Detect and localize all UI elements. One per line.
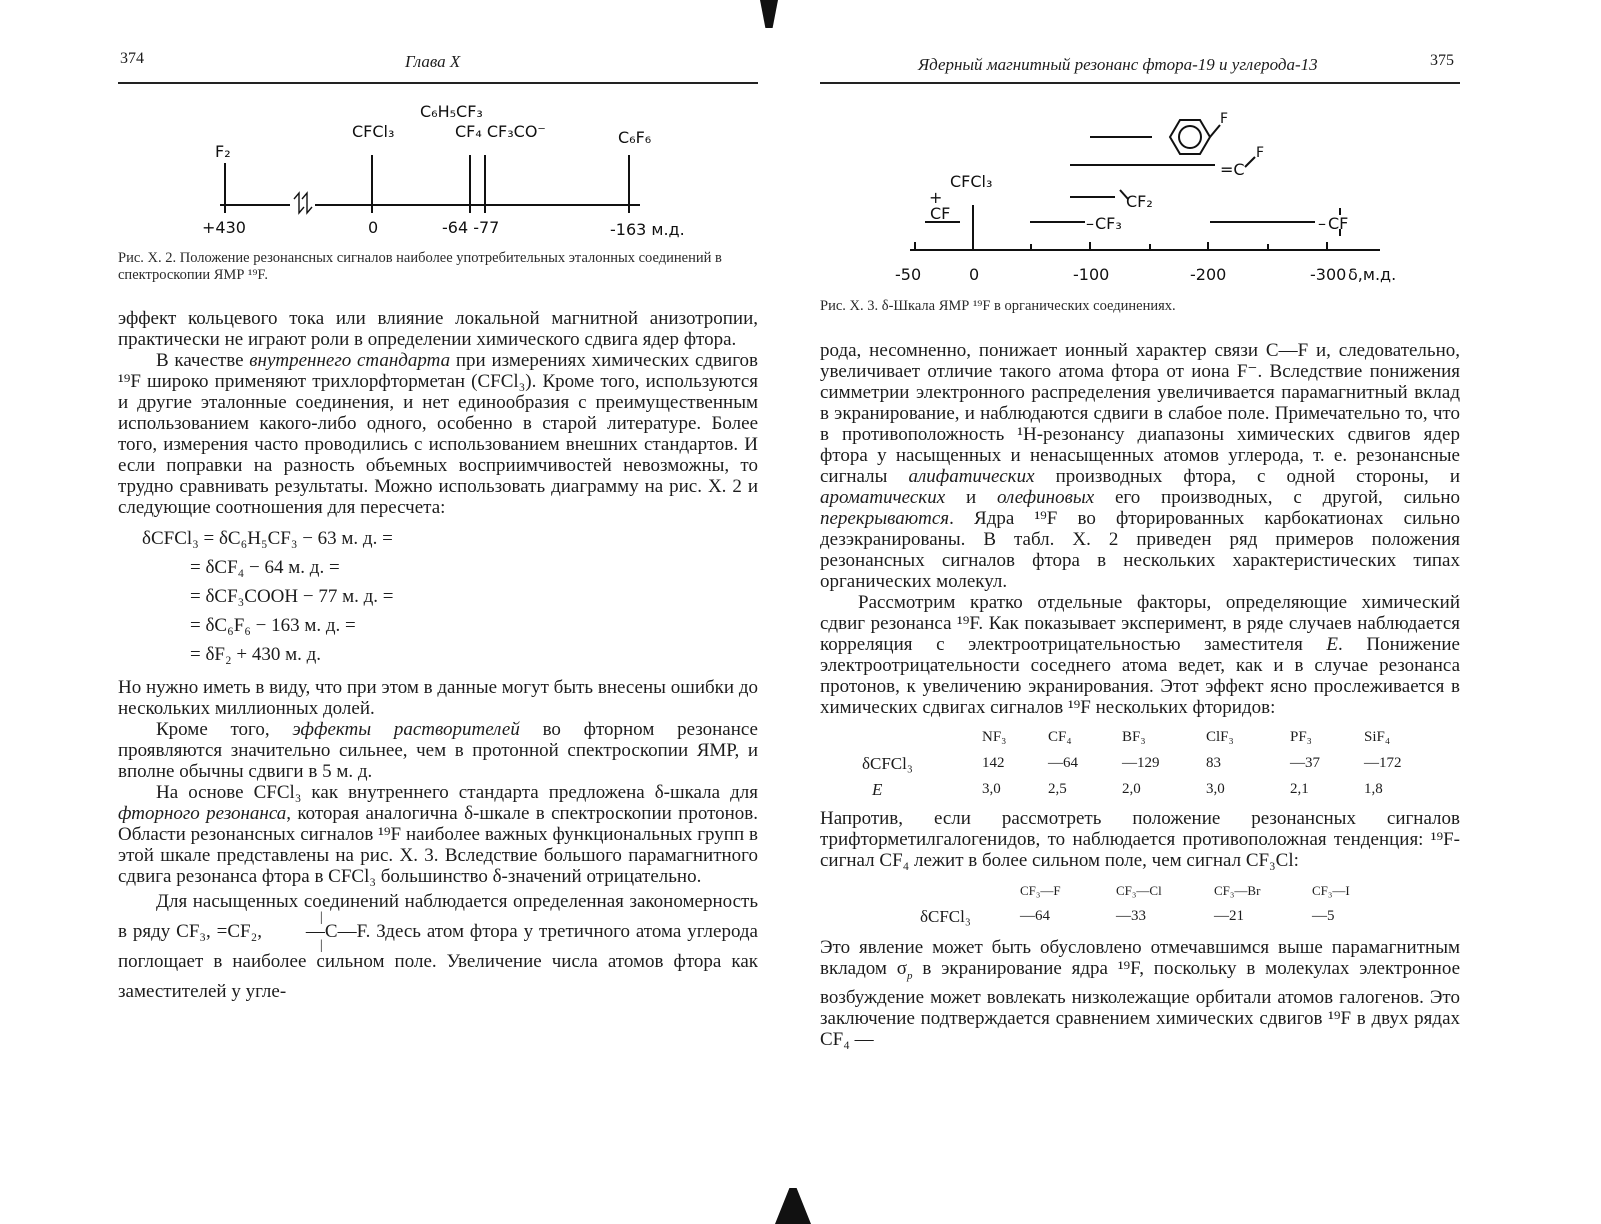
table-row xyxy=(862,776,1434,802)
table-cell: —21 xyxy=(1214,907,1244,924)
row-label: E xyxy=(872,779,883,799)
paragraph: эффект кольцевого тока или влияние локальной магнитной анизотропии, практически не играют роли в определении химического сдвига ядер фтора. xyxy=(118,308,758,350)
figure-x3-diagram xyxy=(890,95,1450,295)
equation-line: = δCF₃COOH − 77 м. д. = xyxy=(190,586,394,607)
paragraph: рода, несомненно, понижает ионный характер связи C—F и, следовательно, увеличивает отличие такого атома фтора от иона F⁻. Вследствие понижения симметрии электронного распределения увеличивается парамагнитный вклад в экранирование, и наблюдаются сдвиги в слабое поле. Примечательно то, что в противоположность ¹H-резонансу диапазоны химических сдвигов ядер фтора у насыщенных и ненасыщенных атомов углерода, т. е. резонансные сигналы алифатических производных фтора, с одной стороны, и ароматических и олефиновых его производных, с другой, сильно перекрываются. Ядра ¹⁹F во фторированных карбокатионах сильно дезэкранированы. В табл. X. 2 приведен ряд примеров положения резонансных сигналов фтора в нескольких характеристических типах органических молекул. xyxy=(820,340,1460,592)
table-cell: —37 xyxy=(1290,754,1320,771)
page-number: 375 xyxy=(1430,52,1454,69)
label-cfcl3: CFCl₃ xyxy=(352,122,395,141)
label-benzene-f: F xyxy=(1220,111,1229,127)
table-header-row xyxy=(920,877,1392,903)
benzene-f-bond xyxy=(1210,125,1220,137)
label-cf3-dash: – xyxy=(1086,214,1094,233)
running-title: Ядерный магнитный резонанс фтора-19 и углерода-13 xyxy=(918,55,1318,74)
table-cell: 2,0 xyxy=(1122,780,1141,797)
table-cell: 1,8 xyxy=(1364,780,1383,797)
vinyl-f-bond xyxy=(1245,157,1255,167)
table-cell: 83 xyxy=(1206,754,1221,771)
label-f2: F₂ xyxy=(215,142,231,161)
label-vinyl-f: F xyxy=(1256,145,1265,161)
tick-label: -50 xyxy=(895,265,922,284)
tick-label: -200 xyxy=(1190,265,1227,284)
equation-line: = δCF₄ − 64 м. д. = xyxy=(190,557,340,578)
label-c6f6: C₆F₆ xyxy=(618,128,652,147)
table-cell: —5 xyxy=(1312,907,1335,924)
label-cf2: CF₂ xyxy=(1126,192,1153,211)
table-header: CF₄ xyxy=(1048,728,1072,745)
trifluoromethyl-halide-table xyxy=(920,877,1392,929)
label-cf-cation-sign: + xyxy=(929,188,943,207)
table-row xyxy=(862,750,1434,776)
table-cell: 3,0 xyxy=(1206,780,1225,797)
table-header: ClF₃ xyxy=(1206,728,1234,745)
paragraph: В качестве внутреннего стандарта при измерениях химических сдвигов ¹⁹F широко применяют трихлорфторметан (CFCl₃). Кроме того, используются и другие эталонные соединения, и нет единообразия с преимущественным использованием какого-либо одного, особенно в старой литературе. Более того, измерения часто проводились с использованием внешних стандартов. И если поправки на разность объемных восприимчивостей невозможны, то трудно сравнивать результаты. Можно использовать диаграмму на рис. X. 2 и следующие соотношения для пересчета: xyxy=(118,350,759,518)
tertiary-carbon-structure: —C—F. | | xyxy=(305,910,371,953)
table-cell: 142 xyxy=(982,754,1005,771)
label-cf4-cf3co: CF₄ CF₃CO⁻ xyxy=(455,122,546,141)
table-cell: —64 xyxy=(1020,907,1050,924)
label-cfcl3: CFCl₃ xyxy=(950,172,993,191)
table-cell: 2,1 xyxy=(1290,780,1309,797)
table-header-row xyxy=(862,724,1434,750)
table-header: BF₃ xyxy=(1122,728,1146,745)
right-page xyxy=(800,0,1601,1224)
tick-64-77: -64 -77 xyxy=(442,218,500,237)
equation-line: = δC₆F₆ − 163 м. д. = xyxy=(190,615,356,636)
left-body-text xyxy=(118,308,758,1007)
figure-x2-caption: Рис. X. 2. Положение резонансных сигналов наиболее употребительных эталонных соединений в спектроскопии ЯМР ¹⁹F. xyxy=(118,250,722,283)
equation-line: δCFCl₃ = δC₆H₅CF₃ − 63 м. д. = xyxy=(142,528,393,549)
table-cell: 2,5 xyxy=(1048,780,1067,797)
table-cell: —64 xyxy=(1048,754,1078,771)
paragraph: Рассмотрим кратко отдельные факторы, определяющие химический сдвиг резонанса ¹⁹F. Как показывает эксперимент, в ряде случаев наблюдается корреляция с электроотрицательностью заместителя E. Понижение электроотрицательности соседнего атома ведет, как и в случае резонанса протонов, к увеличению экранирования. Этот эффект ясно прослеживается в химических сдвигах сигналов ¹⁹F нескольких фторидов: xyxy=(820,592,1460,718)
header-rule xyxy=(820,82,1460,84)
header-rule xyxy=(118,82,758,84)
label-tertiary-dash: – xyxy=(1318,214,1326,233)
paragraph: Напротив, если рассмотреть положение резонансных сигналов трифторметилгалогенидов, то наблюдается противоположная тенденция: ¹⁹F-сигнал CF₄ лежит в более сильном поле, чем сигнал CF₃Cl: xyxy=(820,808,1460,871)
tick-430: +430 xyxy=(202,218,246,237)
table-header: PF₃ xyxy=(1290,728,1312,745)
table-header: CF₃—I xyxy=(1312,882,1350,898)
paragraph: Кроме того, эффекты растворителей во фторном резонансе проявляются значительно сильнее, чем в протонной спектроскопии ЯМР, и вполне обычны сдвиги в 5 м. д. xyxy=(118,719,758,782)
running-title: Глава X xyxy=(405,52,461,71)
left-page xyxy=(0,0,800,1224)
paragraph: Но нужно иметь в виду, что при этом в данные могут быть внесены ошибки до нескольких миллионных долей. xyxy=(118,677,758,719)
paragraph: Это явление может быть обусловлено отмечавшимся выше парамагнитным вкладом $\sigma_p$ в экранирование ядра ¹⁹F, поскольку в молекулах электронное возбуждение может вовлекать низколежащие орбитали атомов галогенов. Это заключение подтверждается сравнением химических сдвигов ¹⁹F в двух рядах CF₄ — xyxy=(820,937,1460,1050)
tick-163: -163 м.д. xyxy=(610,220,685,239)
table-header: CF₃—Cl xyxy=(1116,882,1162,898)
equation-line: = δF₂ + 430 м. д. xyxy=(190,644,322,665)
table-cell: 3,0 xyxy=(982,780,1001,797)
fluoride-shift-table xyxy=(862,724,1434,802)
right-body-text xyxy=(820,340,1460,1050)
axis-unit-label: δ,м.д. xyxy=(1348,265,1397,284)
paragraph: На основе CFCl₃ как внутреннего стандарта предложена δ-шкала для фторного резонанса, которая аналогична δ-шкале в спектроскопии протонов. Области резонансных сигналов ¹⁹F наиболее важных функциональных групп в этой шкале представлены на рис. X. 3. Вследствие большого парамагнитного сдвига резонанса фтора в CFCl₃ большинство δ-значений отрицательно. xyxy=(118,782,759,887)
table-cell: —172 xyxy=(1364,754,1402,771)
figure-x2-diagram xyxy=(180,95,720,245)
equation-block xyxy=(118,528,758,673)
tick-label: -100 xyxy=(1073,265,1110,284)
table-row xyxy=(920,903,1392,929)
table-cell: —33 xyxy=(1116,907,1146,924)
paragraph: Для насыщенных соединений наблюдается определенная закономерность в ряду CF₃, =CF₂, —C—F. | | Здесь атом фтора у третичного атома углерода поглощает в наиболее сильном поле. Увеличение числа атомов фтора как заместителей у угле- xyxy=(118,891,758,1002)
table-cell: —129 xyxy=(1122,754,1160,771)
label-cf-cation: CF xyxy=(930,204,951,223)
figure-x3-caption: Рис. X. 3. δ-Шкала ЯМР ¹⁹F в органических соединениях. xyxy=(820,298,1176,314)
tick-label: -300 xyxy=(1310,265,1347,284)
table-header: CF₃—Br xyxy=(1214,882,1261,898)
label-vinyl-c: =C xyxy=(1220,160,1245,179)
aromatic-circle-icon xyxy=(1179,126,1201,148)
row-label: δCFCl₃ xyxy=(920,906,971,926)
table-header: NF₃ xyxy=(982,728,1007,745)
label-tertiary-cf: CF xyxy=(1328,214,1349,233)
label-c6h5cf3: C₆H₅CF₃ xyxy=(420,102,483,121)
row-label: δCFCl₃ xyxy=(862,753,913,773)
axis-break-icon xyxy=(294,193,312,213)
table-header: SiF₄ xyxy=(1364,728,1391,745)
label-cf3: CF₃ xyxy=(1095,214,1122,233)
tick-0: 0 xyxy=(368,218,379,237)
tick-label: 0 xyxy=(969,265,980,284)
page-number: 374 xyxy=(120,50,144,67)
table-header: CF₃—F xyxy=(1020,882,1061,898)
